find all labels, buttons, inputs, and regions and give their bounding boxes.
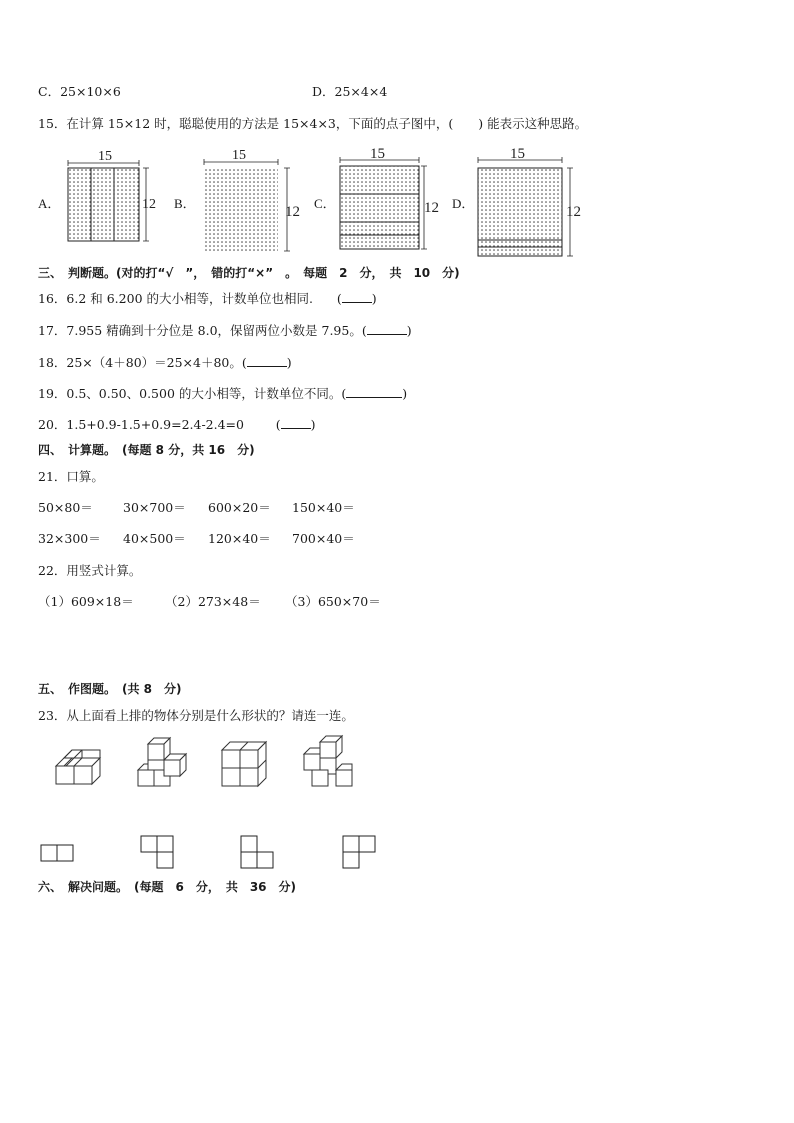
oral-calc-7: 120×40＝ [208,531,271,546]
dim-label-width: 15 [370,146,385,162]
dot-grid-d [478,146,581,256]
oral-calc-2: 30×700＝ [123,500,186,515]
top-view-shape-2[interactable] [141,836,173,868]
top-view-shape-3[interactable] [241,836,273,868]
paren-open: ( [275,417,281,432]
question-20 [38,417,316,433]
q15-option-b-label: B． [174,196,196,211]
cube-object-4 [304,736,352,786]
question-23-text: 23．从上面看上排的物体分别是什么形状的？请连一连。 [38,708,354,723]
paren-open: ( [336,291,342,306]
oral-calc-3: 600×20＝ [208,500,271,515]
question-19-text: 19．0.5、0.50、0.500 的大小相等，计数单位不同。 [38,386,342,401]
question-22-title: 22．用竖式计算。 [38,563,142,578]
paren-open: ( [361,323,367,338]
dim-label-height: 12 [285,204,300,220]
dim-label-width: 15 [232,148,246,163]
section-5-title: 五、 作图题。 (共 8 分) [38,682,182,696]
cube-object-1 [56,750,100,784]
dim-label-width: 15 [510,146,525,162]
q15-option-a-label: A． [38,196,61,211]
dot-diagrams [0,140,794,260]
question-17-text: 17．7.955 精确到十分位是 8.0，保留两位小数是 7.95。 [38,323,362,338]
cube-object-2 [138,738,186,786]
oral-calc-6: 40×500＝ [123,531,186,546]
oral-calc-1: 50×80＝ [38,500,93,515]
question-18 [38,355,292,371]
vertical-calc-2: （2）273×48＝ [165,594,261,609]
question-17 [38,323,412,339]
question-16 [38,291,377,307]
paren-close: ) [371,291,377,306]
answer-blank-18[interactable] [247,355,287,367]
vertical-calc-1: （1）609×18＝ [38,594,134,609]
answer-blank-16[interactable] [342,291,372,303]
paren-close: ) [406,323,412,338]
question-21-title: 21．口算。 [38,469,104,484]
answer-blank-17[interactable] [367,323,407,335]
vertical-calc-3: （3）650×70＝ [285,594,381,609]
question-18-text: 18．25×（4＋80）＝25×4＋80。 [38,355,242,370]
oral-calc-4: 150×40＝ [292,500,355,515]
q15-option-c-label: C． [314,196,336,211]
cube-object-3 [222,742,266,786]
question-20-text: 20．1.5+0.9-1.5+0.9=2.4-2.4=0 [38,417,244,432]
section-4-title: 四、 计算题。 (每题 8 分，共 16 分) [38,443,255,457]
question-15-text: 15．在计算 15×12 时，聪聪使用的方法是 15×4×3，下面的点子图中，( ) 能表示这种思路。 [38,116,588,131]
dot-grid-c [340,146,439,249]
paren-close: ) [286,355,292,370]
answer-blank-19[interactable] [346,386,402,398]
top-view-shape-1[interactable] [41,845,73,861]
oral-calc-8: 700×40＝ [292,531,355,546]
dot-grid-b [204,148,300,251]
top-view-shape-4[interactable] [343,836,375,868]
question-16-text: 16．6.2 和 6.200 的大小相等，计数单位也相同. [38,291,313,306]
q15-option-d-label: D． [452,196,475,211]
paren-close: ) [402,386,408,401]
dot-grid-a [68,149,156,241]
question-19 [38,386,407,402]
option-d-text: D．25×4×4 [312,84,388,99]
dim-label-height: 12 [142,197,156,212]
section-6-title: 六、 解决问题。 (每题 6 分， 共 36 分) [38,880,297,894]
paren-open: ( [241,355,247,370]
dim-label-height: 12 [424,200,439,216]
paren-close: ) [310,417,316,432]
paren-open: ( [341,386,347,401]
option-c-text: C．25×10×6 [38,84,121,99]
answer-blank-20[interactable] [281,417,311,429]
section-3-title: 三、 判断题。(对的打“√ ”， 错的打“×” 。 每题 2 分， 共 10 分) [38,266,460,280]
oral-calc-5: 32×300＝ [38,531,101,546]
dim-label-width: 15 [98,149,112,164]
dim-label-height: 12 [566,204,581,220]
top-view-shapes [0,832,794,872]
